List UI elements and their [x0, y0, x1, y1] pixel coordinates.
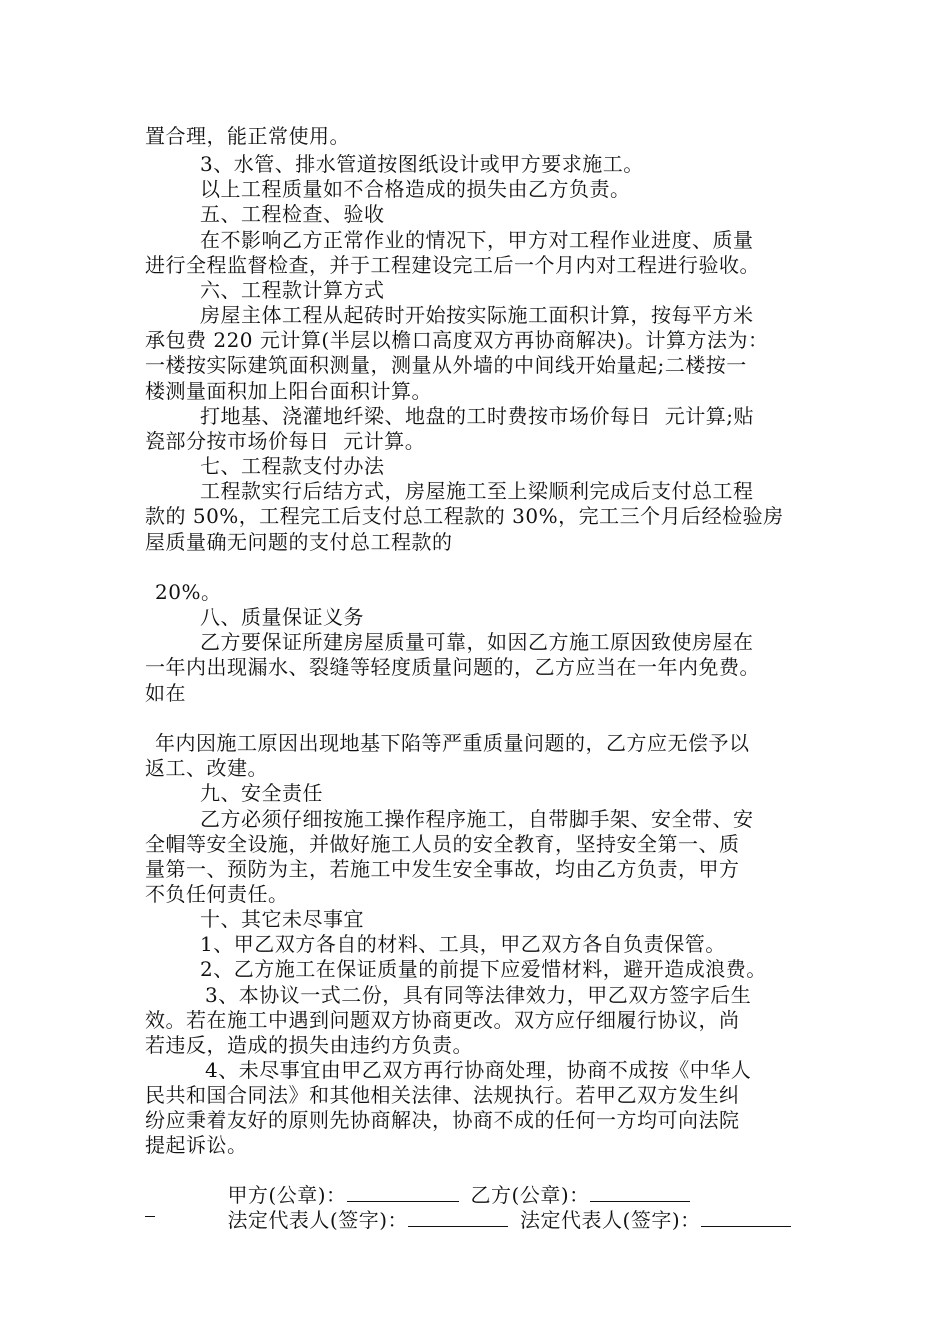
text-line: 返工、改建。 [145, 756, 268, 780]
text-line: 提起诉讼。 [145, 1133, 248, 1157]
text-line: 工程款实行后结方式，房屋施工至上梁顺利完成后支付总工程 [200, 479, 754, 503]
text-line: 打地基、浇灌地纤梁、地盘的工时费按市场价每日 元计算;贴 [200, 404, 754, 428]
text-line: 在不影响乙方正常作业的情况下，甲方对工程作业进度、质量 [200, 228, 754, 252]
text-line: 20%。 [155, 580, 222, 604]
text-line: 量第一、预防为主，若施工中发生安全事故，均由乙方负责，甲方 [145, 857, 740, 881]
text-line: 一年内出现漏水、裂缝等轻度质量问题的，乙方应当在一年内免费。 [145, 655, 760, 679]
party-a-rep-blank [408, 1208, 508, 1227]
text-line: 若违反，造成的损失由违约方负责。 [145, 1033, 473, 1057]
text-line: 民共和国合同法》和其他相关法律、法规执行。若甲乙双方发生纠 [145, 1083, 740, 1107]
section-heading: 十、其它未尽事宜 [200, 907, 364, 931]
text-line: 楼测量面积加上阳台面积计算。 [145, 379, 432, 403]
text-line: 2、乙方施工在保证质量的前提下应爱惜材料，避开造成浪费。 [200, 957, 767, 981]
text-line: 房屋主体工程从起砖时开始按实际施工面积计算，按每平方米 [200, 303, 754, 327]
text-line: 效。若在施工中遇到问题双方协商更改。双方应仔细履行协议，尚 [145, 1008, 740, 1032]
party-b-rep-blank [701, 1208, 791, 1227]
trailing-underline [145, 1216, 155, 1217]
party-a-rep-label: 法定代表人(签字)： [227, 1208, 409, 1232]
text-line: 款的 50%，工程完工后支付总工程款的 30%，完工三个月后经检验房 [145, 504, 784, 528]
text-line: 一楼按实际建筑面积测量，测量从外墙的中间线开始量起;二楼按一 [145, 353, 747, 377]
signature-row-rep [200, 1184, 791, 1256]
text-line: 3、水管、排水管道按图纸设计或甲方要求施工。 [200, 152, 644, 176]
text-line: 1、甲乙双方各自的材料、工具，甲乙双方各自负责保管。 [200, 932, 726, 956]
section-heading: 七、工程款支付办法 [200, 454, 385, 478]
text-line: 乙方要保证所建房屋质量可靠，如因乙方施工原因致使房屋在 [200, 630, 754, 654]
text-line: 置合理，能正常使用。 [145, 124, 350, 148]
text-line: 进行全程监督检查，并于工程建设完工后一个月内对工程进行验收。 [145, 253, 760, 277]
text-line: 承包费 220 元计算(半层以檐口高度双方再协商解决)。计算方法为： [145, 328, 769, 352]
section-heading: 八、质量保证义务 [200, 605, 364, 629]
text-line: 4、未尽事宜由甲乙双方再行协商处理，协商不成按《中华人 [205, 1058, 752, 1082]
text-line: 不负任何责任。 [145, 882, 289, 906]
section-heading: 六、工程款计算方式 [200, 278, 385, 302]
party-b-seal-label: 乙方(公章)： [470, 1183, 590, 1207]
text-line: 年内因施工原因出现地基下陷等严重质量问题的，乙方应无偿予以 [155, 731, 750, 755]
text-line: 3、本协议一式二份，具有同等法律效力，甲乙双方签字后生 [205, 983, 752, 1007]
text-line: 以上工程质量如不合格造成的损失由乙方负责。 [200, 177, 631, 201]
section-heading: 九、安全责任 [200, 781, 323, 805]
section-heading: 五、工程检查、验收 [200, 202, 385, 226]
text-line: 如在 [145, 681, 186, 705]
text-line: 屋质量确无问题的支付总工程款的 [145, 530, 453, 554]
text-line: 纷应秉着友好的原则先协商解决，协商不成的任何一方均可向法院 [145, 1108, 740, 1132]
party-a-seal-label: 甲方(公章)： [227, 1183, 347, 1207]
text-line: 瓷部分按市场价每日 元计算。 [145, 429, 426, 453]
party-b-rep-label: 法定代表人(签字)： [520, 1208, 701, 1232]
text-line: 全帽等安全设施，并做好施工人员的安全教育，坚持安全第一、质 [145, 832, 740, 856]
text-line: 乙方必须仔细按施工操作程序施工，自带脚手架、安全带、安 [200, 807, 754, 831]
